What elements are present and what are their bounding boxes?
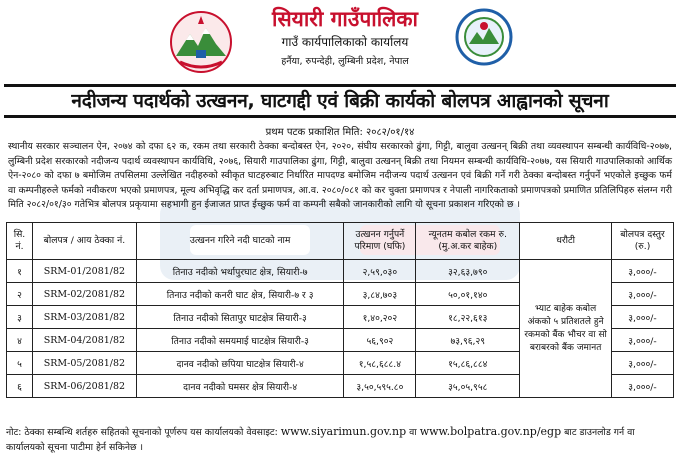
cell-name: दानव नदीको घमसर क्षेत्र सियारी-४ xyxy=(136,375,344,398)
cell-min-bid: ७३,९६,२९ xyxy=(416,329,520,352)
note-suffix: बाट डाउनलोड गर्न वा कार्यालयको सूचना पाटीमा हेर्न सकिनेछ । xyxy=(6,427,635,453)
cell-sn: २ xyxy=(7,283,33,306)
office-name: गाउँ कार्यपालिकाको कार्यालय xyxy=(281,35,409,49)
cell-name: तिनाउ नदीको सितापुर घाटक्षेत्र सियारी-३ xyxy=(136,306,344,329)
cell-quantity: ३,८४,७०३ xyxy=(344,283,416,306)
bolpatra-link[interactable]: www.bolpatra.gov.np/egp xyxy=(419,425,562,438)
note-or: वा xyxy=(409,427,417,438)
cell-sn: ३ xyxy=(7,306,33,329)
col-quantity: उत्खनन गर्नुपर्ने परिमाण (घफि) xyxy=(344,223,416,260)
cell-fee: ३,०००/- xyxy=(612,260,674,283)
municipality-logo-icon xyxy=(455,8,513,66)
cell-sn: ४ xyxy=(7,329,33,352)
header xyxy=(0,0,680,90)
cell-fee: ३,०००/- xyxy=(612,306,674,329)
cell-min-bid: ३५,०५,९५८ xyxy=(416,375,520,398)
cell-min-bid: १५,८६,८८४ xyxy=(416,352,520,375)
cell-min-bid: १८,२२,६१३ xyxy=(416,306,520,329)
publish-date: प्रथम पटक प्रकाशित मिति: २०८२/०१/१४ xyxy=(265,127,415,138)
cell-name: तिनाउ नदीको भर्थापुरघाट क्षेत्र, सियारी-७ xyxy=(136,260,344,283)
cell-min-bid: ५०,०१,१४० xyxy=(416,283,520,306)
cell-code: SRM-03/2081/82 xyxy=(32,306,136,329)
cell-quantity: १,४०,२०२ xyxy=(344,306,416,329)
cell-sn: १ xyxy=(7,260,33,283)
col-fee: बोलपत्र दस्तुर (रु.) xyxy=(612,223,674,260)
col-sn: सि. नं. xyxy=(7,223,33,260)
table-header-row xyxy=(7,223,674,260)
note-prefix: नोट: ठेक्का सम्बन्धि शर्तहरु सहितको सूचनाको पूर्णरुप यस कार्यालयको वेवसाइट: xyxy=(6,427,278,438)
org-name: सियारी गाउँपालिका xyxy=(272,7,418,31)
cell-fee: ३,०००/- xyxy=(612,283,674,306)
org-block xyxy=(240,6,450,67)
table-row xyxy=(7,260,674,283)
cell-min-bid: ३२,६३,७९० xyxy=(416,260,520,283)
cell-fee: ३,०००/- xyxy=(612,352,674,375)
col-name: उत्खनन गरिने नदी घाटको नाम xyxy=(136,223,344,260)
cell-code: SRM-01/2081/82 xyxy=(32,260,136,283)
cell-code: SRM-04/2081/82 xyxy=(32,329,136,352)
col-min-bid: न्यूनतम कबोल रकम रु. (मु.अ.कर बाहेक) xyxy=(416,223,520,260)
cell-sn: ५ xyxy=(7,352,33,375)
cell-name: तिनाउ नदीको कनरी घाट क्षेत्र, सियारी-७ र ३ xyxy=(136,283,344,306)
cell-code: SRM-06/2081/82 xyxy=(32,375,136,398)
col-deposit: धरौटी xyxy=(520,223,612,260)
nepal-emblem-icon xyxy=(168,6,234,76)
cell-deposit: भ्याट बाहेक कबोल अंकको ५ प्रतिशतले हुने रकमको बैंक भौचर वा सो बराबरको बैंक जमानत xyxy=(520,260,612,398)
cell-fee: ३,०००/- xyxy=(612,375,674,398)
cell-name: दानव नदीको छपिया घाटक्षेत्र सियारी-४ xyxy=(136,352,344,375)
notice-body: स्थानीय सरकार सञ्चालन ऐन, २०७४ को दफा ६२ क, रकम तथा सरकारी ठेक्का बन्दोबस्त ऐन, २०२०, संघीय सरकारको ढुंगा, गिट्टी, बालुवा उत्खनन् बिक्री तथा व्यवस्थापन सम्बन्धी कार्यविधि-२०७७, लुम्बिनी प्रदेश सरकारको नदीजन्य पदार्थ व्यवस्थापन कार्यविधि, २०७६, सियारी गाउपालिका ढुंगा, गिट्टी, बालुवा उत्खनन् बिक्री तथा नियमन सम्बन्धी कार्यविधि-२०७७, यस सियारी गाउपालिकाको आर्थिक ऐन-२०८० को दफा ७ बमोजिम तपसिलमा उल्लेखित नदीहरुको स्वीकृत घाटहरुबाट निर्धारित मापदण्ड बमोजिम नदीजन्य पदार्थ उत्खनन एवं बिक्री गर्ने गरी ठेक्का बन्दोबस्त गर्नुपर्ने भएकोले इच्छुक फर्म वा कम्पनीहरुले फर्मको नवीकरण भएको प्रमाणपत्र, मूल्य अभिवृद्धि कर दर्ता प्रमाणपत्र, आ.व. २०८०/०८१ को कर चुक्ता प्रमाणपत्र र नेपाली नागरिकताको प्रमाणपत्रको प्रमाणित प्रतिलिपिहरु संलग्न गरी मिति २०८२/०१/३० गतेभित्र बोलपत्र प्रकृयामा सहभागी हुन ईजाजत प्राप्त ईच्छुक फर्म वा कम्पनी सबैको जानकारीको लागि यो सूचना प्रकाशन गरिएको छ । xyxy=(8,141,672,211)
cell-name: तिनाउ नदीको समयमाई घाटक्षेत्र सियारी-३ xyxy=(136,329,344,352)
website-link[interactable]: www.siyarimun.gov.np xyxy=(280,425,407,438)
cell-quantity: १,५८,६८८.४ xyxy=(344,352,416,375)
cell-quantity: ५६,९०२ xyxy=(344,329,416,352)
notice-title: नदीजन्य पदार्थको उत्खनन, घाटगद्दी एवं बिक्री कार्यको बोलपत्र आह्वानको सूचना xyxy=(4,84,676,118)
office-address: हर्नैया, रुपन्देही, लुम्बिनी प्रदेश, नेपाल xyxy=(281,56,409,67)
cell-code: SRM-02/2081/82 xyxy=(32,283,136,306)
cell-code: SRM-05/2081/82 xyxy=(32,352,136,375)
cell-quantity: २,५९,०३० xyxy=(344,260,416,283)
cell-fee: ३,०००/- xyxy=(612,329,674,352)
footer-note xyxy=(6,424,676,455)
cell-quantity: ३,५०,५९५.८० xyxy=(344,375,416,398)
col-code: बोलपत्र / आय ठेक्का नं. xyxy=(32,223,136,260)
tender-table xyxy=(6,222,674,398)
cell-sn: ६ xyxy=(7,375,33,398)
